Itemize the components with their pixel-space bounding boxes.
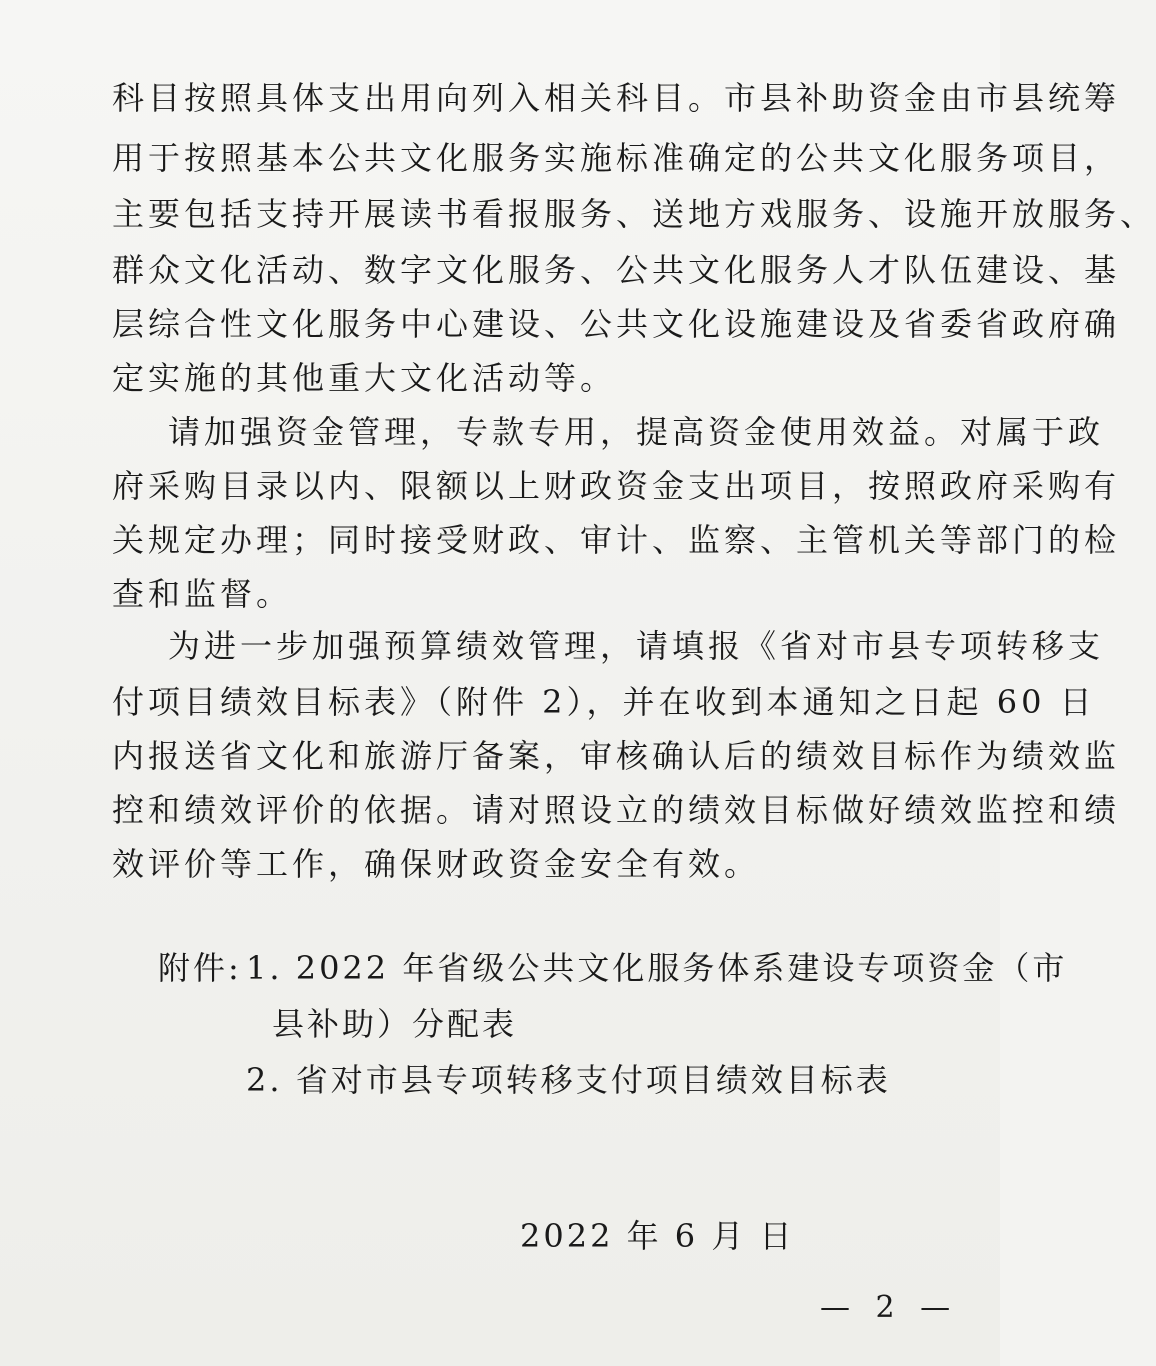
- paragraph-2-line-1: 请加强资金管理，专款专用，提高资金使用效益。对属于政: [168, 413, 1105, 451]
- paragraph-1-line-3: 主要包括支持开展读书看报服务、送地方戏服务、设施开放服务、: [112, 195, 1156, 233]
- paragraph-3-line-4: 控和绩效评价的依据。请对照设立的绩效目标做好绩效监控和绩: [112, 791, 1121, 829]
- attachment-1-line-2: 县补助）分配表: [272, 1005, 518, 1043]
- paragraph-1-line-6: 定实施的其他重大文化活动等。: [112, 359, 617, 397]
- paragraph-1-line-5: 层综合性文化服务中心建设、公共文化设施建设及省委省政府确: [112, 305, 1121, 343]
- paragraph-3-line-5: 效评价等工作，确保财政资金安全有效。: [112, 845, 761, 883]
- paragraph-2-line-3: 关规定办理；同时接受财政、审计、监察、主管机关等部门的检: [112, 521, 1121, 559]
- attachment-1-line-1: 1. 2022 年省级公共文化服务体系建设专项资金（市: [246, 949, 1068, 987]
- paragraph-1-line-4: 群众文化活动、数字文化服务、公共文化服务人才队伍建设、基: [112, 251, 1121, 289]
- paragraph-1-line-1: 科目按照具体支出用向列入相关科目。市县补助资金由市县统筹: [112, 79, 1121, 117]
- paragraph-2-line-2: 府采购目录以内、限额以上财政资金支出项目，按照政府采购有: [112, 467, 1121, 505]
- page-number: — 2 —: [820, 1290, 959, 1325]
- attachment-2: 2. 省对市县专项转移支付项目绩效目标表: [246, 1061, 891, 1099]
- paragraph-2-line-4: 查和监督。: [112, 575, 293, 613]
- attachments-label: 附件:: [158, 949, 242, 987]
- paragraph-3-line-3: 内报送省文化和旅游厅备案，审核确认后的绩效目标作为绩效监: [112, 737, 1121, 775]
- paragraph-3-line-2: 付项目绩效目标表》（附件 2），并在收到本通知之日起 60 日: [112, 683, 1096, 721]
- document-date: 2022 年 6 月 日: [520, 1217, 795, 1255]
- paragraph-1-line-2: 用于按照基本公共文化服务实施标准确定的公共文化服务项目，: [112, 139, 1121, 177]
- paragraph-3-line-1: 为进一步加强预算绩效管理，请填报《省对市县专项转移支: [168, 627, 1105, 665]
